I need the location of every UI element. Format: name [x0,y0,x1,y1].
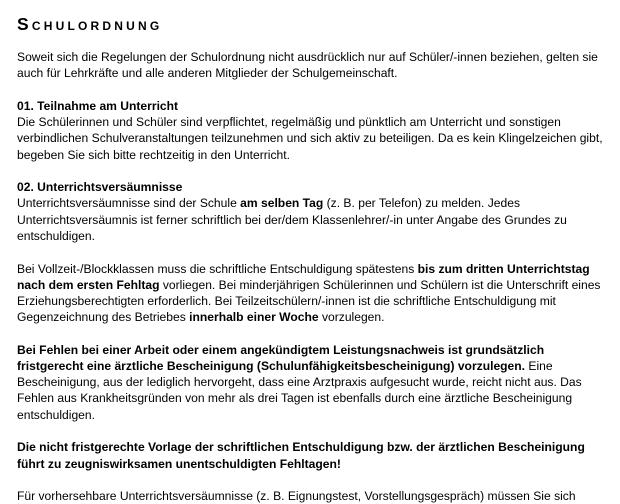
spacer [17,423,613,440]
bold-text-run: Bei Fehlen bei einer Arbeit oder einem angekündigtem Leistungsnachweis ist grundsätzlich fristgerecht eine ärztliche Bescheinigung (Schulunfähigkeitsbescheinigung) vorzulegen. [17,342,545,374]
spacer [17,81,613,98]
paragraph-meldung [17,195,613,244]
paragraph-vorhersehbar: Für vorhersehbare Unterrichtsversäumnisse (z. B. Eignungstest, Vorstellungsgespräch) müssen Sie sich [17,489,576,504]
spacer [17,244,613,261]
bold-text-run: am selben Tag [240,196,324,211]
page-title: Schulordnung [17,14,163,34]
text-run: vorzulegen. [318,310,385,325]
text-run: Bei Vollzeit-/Blockklassen muss die schriftliche Entschuldigung spätestens [17,261,418,276]
paragraph-fristgerecht-warning: Die nicht fristgerechte Vorlage der schriftlichen Entschuldigung bzw. der ärztlichen Bescheinigung führt zu zeugniswirksamen unentschuldigten Fehltagen! [17,440,585,471]
text-run: (z. B. per Telefon) zu melden. Jedes Unterrichtsversäumnis ist ferner schriftlich bei der/dem Klassenlehrer/-in unter Angabe des Grundes zu entschuldigen. [17,196,567,243]
text-run: Eine Bescheinigung, aus der lediglich hervorgeht, dass eine Arztpraxis aufgesucht wurde, reicht nicht aus. Das Fehlen aus Krankheitsgründen von mehr als drei Tagen ist ebenfalls durch eine ärztliche Bescheinigung entschuldigen. [17,359,582,422]
section-text-teilnahme: Die Schülerinnen und Schüler sind verpflichtet, regelmäßig und pünktlich am Unterricht und sonstigen verbindlichen Schulveranstaltungen teilzunehmen und sich aktiv zu beteiligen. Da es kein Klingelzeichen gibt, begeben Sie sich bitte rechtzeitig in den Unterricht. [17,115,603,162]
text-run: vorliegen. Bei minderjährigen Schülerinnen und Schülern ist die Unterschrift eines Erziehungsberechtigten erforderlich. Bei Teilzeitschülern/-innen ist die schriftliche Entschuldigung mit Gegenzeichnung des Betriebes [17,277,601,325]
paragraph-aerztliche-bescheinigung [17,342,613,423]
paragraph-vollzeit [17,261,613,326]
spacer [17,472,613,489]
bold-text-run: innerhalb einer Woche [189,310,319,325]
section-heading-teilnahme: 01. Teilnahme am Unterricht [17,98,179,113]
spacer [17,163,613,180]
spacer [17,325,613,342]
document-page [17,13,613,504]
bold-text-run: bis zum dritten Unterrichtstag nach dem ersten Fehltag [17,261,590,292]
text-run: Unterrichtsversäumnisse sind der Schule [17,196,241,211]
section-heading-versaeumnisse: 02. Unterrichtsversäumnisse [17,180,183,195]
intro-paragraph: Soweit sich die Regelungen der Schulordnung nicht ausdrücklich nur auf Schüler/-innen beziehen, gelten sie auch für Lehrkräfte und alle anderen Mitglieder der Schulgemeinschaft. [17,50,598,81]
